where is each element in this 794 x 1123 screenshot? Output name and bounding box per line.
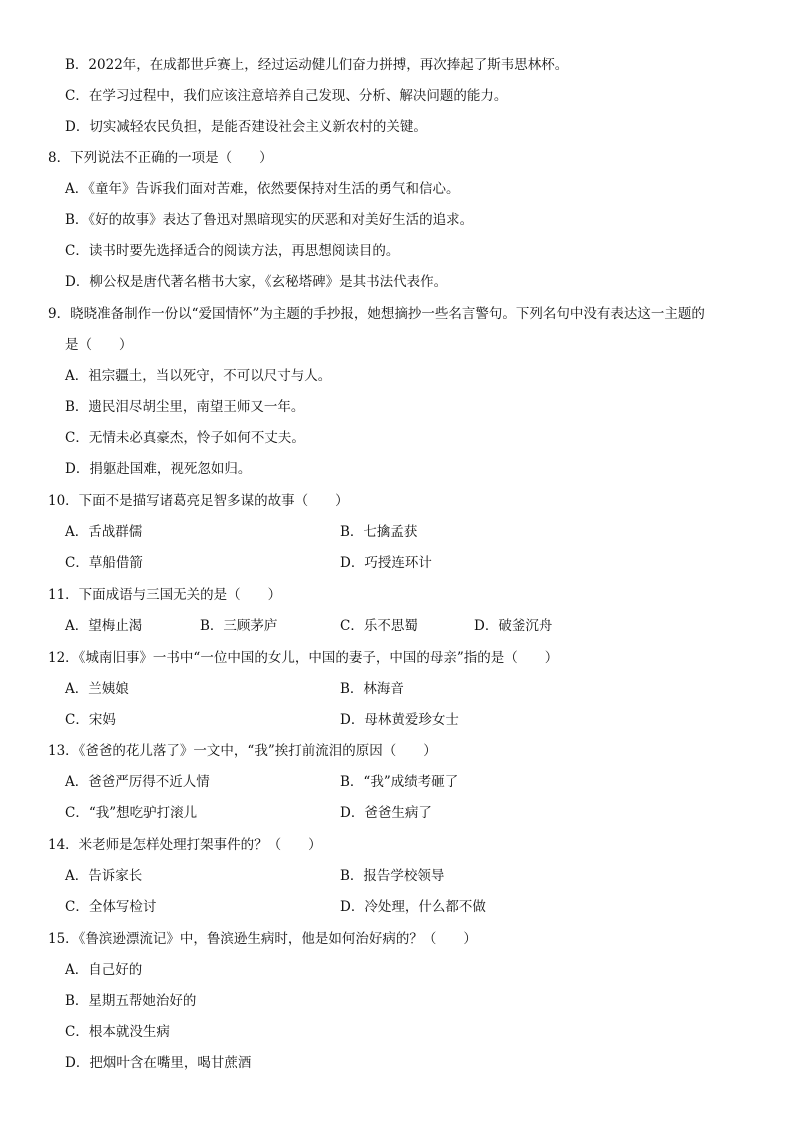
option-13b: B．“我”成绩考砸了: [340, 774, 459, 790]
question-12-stem: 12．《城南旧事》一书中“一位中国的女儿，中国的妻子，中国的母亲”指的是（ ）: [48, 650, 559, 666]
option-15d: D．把烟叶含在嘴里，喝甘蔗酒: [65, 1055, 252, 1071]
question-13-stem: 13．《爸爸的花儿落了》一文中，“我”挨打前流泪的原因（ ）: [48, 743, 437, 759]
option-15c: C．根本就没生病: [65, 1024, 170, 1040]
option-8a: A．《童年》告诉我们面对苦难，依然要保持对生活的勇气和信心。: [65, 181, 460, 197]
option-15b: B．星期五帮她治好的: [65, 993, 197, 1009]
option-11d: D．破釜沉舟: [474, 618, 553, 634]
option-12c: C．宋妈: [65, 712, 116, 728]
option-13c: C．“我”想吃驴打滚儿: [65, 805, 198, 821]
option-10c: C．草船借箭: [65, 555, 143, 571]
option-9b: B．遗民泪尽胡尘里，南望王师又一年。: [65, 399, 305, 415]
question-9-stem: 9．晓晓准备制作一份以“爱国情怀”为主题的手抄报，她想摘抄一些名言警句。下列名句中没有表达这一主题的: [48, 306, 705, 322]
question-11-stem: 11．下面成语与三国无关的是（ ）: [48, 587, 282, 603]
option-13d: D．爸爸生病了: [340, 805, 432, 821]
option-8d: D．柳公权是唐代著名楷书大家，《玄秘塔碑》是其书法代表作。: [65, 274, 448, 290]
option-9c: C．无情未必真豪杰，怜子如何不丈夫。: [65, 430, 305, 446]
option-7b: B．2022年，在成都世乒赛上，经过运动健儿们奋力拼搏，再次捧起了斯韦思林杯。: [65, 57, 569, 73]
option-12a: A．兰姨娘: [65, 681, 129, 697]
option-14c: C．全体写检讨: [65, 899, 157, 915]
option-15a: A．自己好的: [65, 962, 143, 978]
option-8c: C．读书时要先选择适合的阅读方法，再思想阅读目的。: [65, 243, 400, 259]
option-14a: A．告诉家长: [65, 868, 143, 884]
question-14-stem: 14．米老师是怎样处理打架事件的？（ ）: [48, 837, 322, 853]
option-11a: A．望梅止渴: [65, 618, 143, 634]
option-7c: C．在学习过程中，我们应该注意培养自己发现、分析、解决问题的能力。: [65, 88, 508, 104]
question-15-stem: 15．《鲁滨逊漂流记》中，鲁滨逊生病时，他是如何治好病的？（ ）: [48, 931, 477, 947]
question-9-stem-cont: 是（ ）: [65, 337, 133, 353]
question-10-stem: 10．下面不是描写诸葛亮足智多谋的故事（ ）: [48, 493, 349, 509]
option-11c: C．乐不思蜀: [340, 618, 418, 634]
option-10d: D．巧授连环计: [340, 555, 432, 571]
option-9a: A．祖宗疆土，当以死守，不可以尺寸与人。: [65, 368, 332, 384]
option-12b: B．林海音: [340, 681, 404, 697]
option-7d: D．切实减轻农民负担，是能否建设社会主义新农村的关键。: [65, 119, 427, 135]
option-10b: B．七擒孟获: [340, 524, 418, 540]
option-14b: B．报告学校领导: [340, 868, 445, 884]
option-11b: B．三顾茅庐: [200, 618, 278, 634]
question-8-stem: 8．下列说法不正确的一项是（ ）: [48, 150, 273, 166]
option-12d: D．母林黄爱珍女士: [340, 712, 459, 728]
option-13a: A．爸爸严厉得不近人情: [65, 774, 210, 790]
option-9d: D．捐躯赴国难，视死忽如归。: [65, 461, 252, 477]
option-10a: A．舌战群儒: [65, 524, 143, 540]
option-14d: D．冷处理，什么都不做: [340, 899, 486, 915]
option-8b: B．《好的故事》表达了鲁迅对黑暗现实的厌恶和对美好生活的追求。: [65, 212, 474, 228]
